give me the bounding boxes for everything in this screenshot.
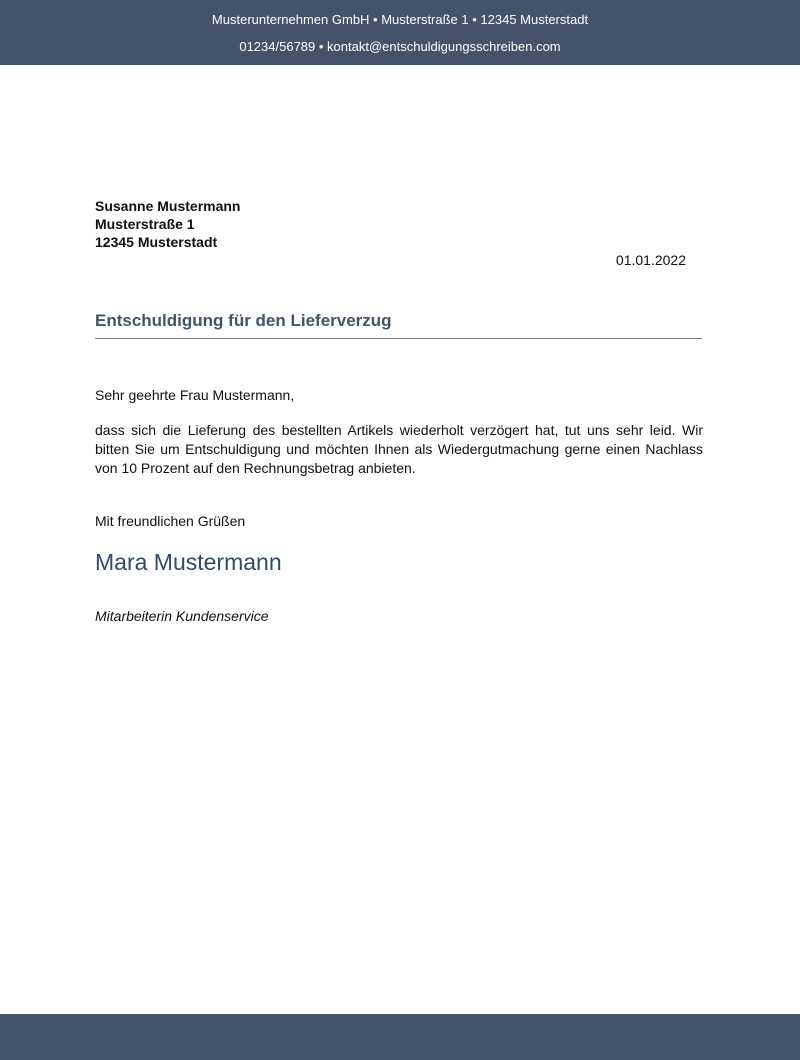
company-contact-line: 01234/56789 • kontakt@entschuldigungsschreiben.com bbox=[239, 39, 561, 54]
letter-body: dass sich die Lieferung des bestellten Artikels wiederholt verzögert hat, tut uns sehr leid. Wir bitten Sie um Entschuldigung und möchten Ihnen als Wiedergutmachung gerne einen Nachlass von 10 Prozent auf den Rechnungsbetrag anbieten. bbox=[95, 422, 703, 476]
recipient-street: Musterstraße 1 bbox=[95, 216, 195, 232]
recipient-name: Susanne Mustermann bbox=[95, 198, 241, 214]
subject-divider bbox=[95, 338, 702, 339]
letterhead-band bbox=[0, 0, 800, 65]
recipient-address-block bbox=[95, 197, 240, 251]
salutation: Sehr geehrte Frau Mustermann, bbox=[95, 387, 295, 403]
footer-band bbox=[0, 1014, 800, 1060]
signature-name: Mara Mustermann bbox=[95, 549, 282, 575]
letter-subject: Entschuldigung für den Lieferverzug bbox=[95, 311, 392, 330]
company-address-line: Musterunternehmen GmbH • Musterstraße 1 • 12345 Musterstadt bbox=[211, 12, 589, 27]
letter-date: 01.01.2022 bbox=[615, 252, 686, 268]
closing-phrase: Mit freundlichen Grüßen bbox=[95, 513, 246, 529]
recipient-city: 12345 Musterstadt bbox=[95, 234, 218, 250]
signer-role: Mitarbeiterin Kundenservice bbox=[95, 608, 269, 624]
